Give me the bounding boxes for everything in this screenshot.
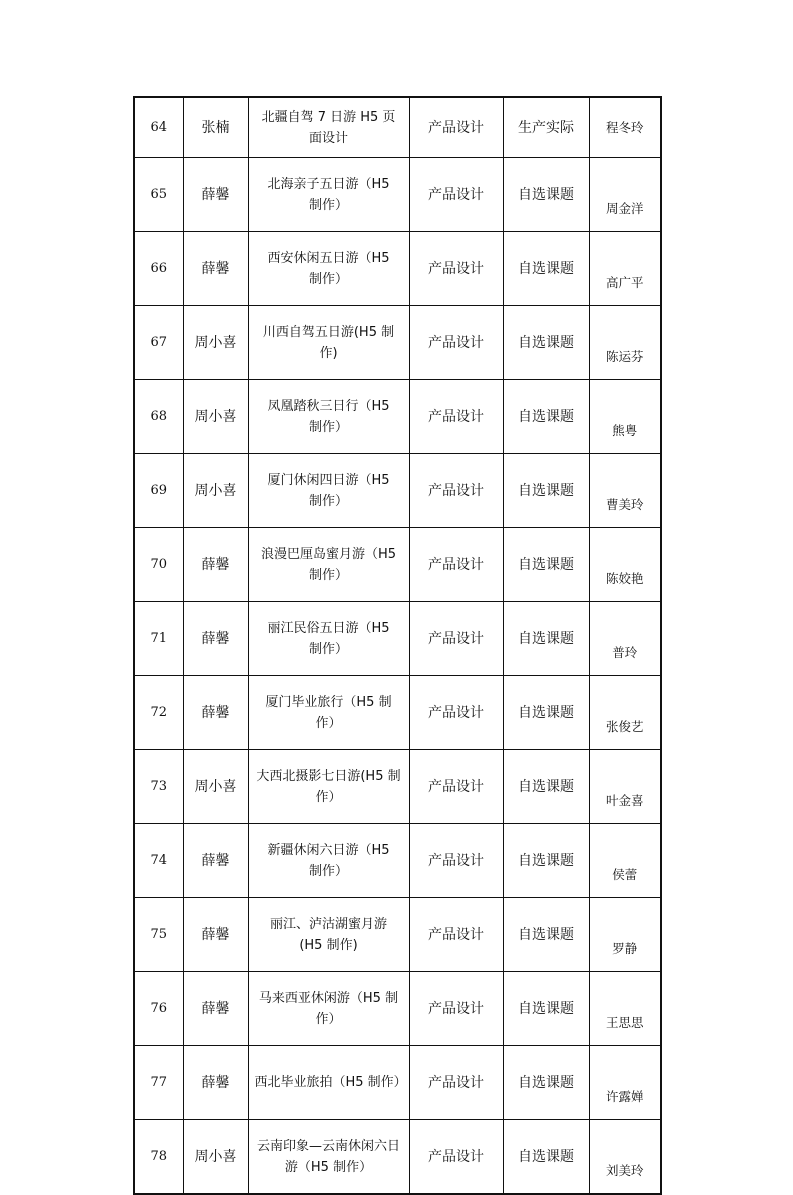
table-row <box>134 824 661 898</box>
advisor-cell: 薛馨 <box>183 676 248 750</box>
topic-type-cell: 产品设计 <box>409 1046 503 1120</box>
student-cell: 王思思 <box>589 972 661 1046</box>
topic-source-cell: 自选课题 <box>503 1120 589 1195</box>
topic-type-cell: 产品设计 <box>409 528 503 602</box>
topic-type-cell: 产品设计 <box>409 97 503 158</box>
row-number-cell: 72 <box>134 676 183 750</box>
topic-title-cell <box>248 602 409 676</box>
table-row <box>134 1120 661 1195</box>
advisor-cell: 张楠 <box>183 97 248 158</box>
topic-title-line-2: 作） <box>315 715 342 731</box>
student-cell: 陈姣艳 <box>589 528 661 602</box>
topic-type-cell: 产品设计 <box>409 898 503 972</box>
student-cell: 叶金喜 <box>589 750 661 824</box>
row-number-cell: 68 <box>134 380 183 454</box>
row-number-cell: 73 <box>134 750 183 824</box>
table-row <box>134 750 661 824</box>
row-number-cell: 77 <box>134 1046 183 1120</box>
row-number-cell: 74 <box>134 824 183 898</box>
row-number-cell: 69 <box>134 454 183 528</box>
advisor-cell: 薛馨 <box>183 232 248 306</box>
student-cell: 周金洋 <box>589 158 661 232</box>
advisor-cell: 周小喜 <box>183 306 248 380</box>
topic-title-line-2: 作) <box>319 345 338 361</box>
topic-title-line-1: 云南印象—云南休闲六日 <box>256 1138 400 1154</box>
table-row <box>134 454 661 528</box>
topic-title-cell <box>248 97 409 158</box>
row-number-cell: 78 <box>134 1120 183 1195</box>
table-row <box>134 528 661 602</box>
topic-title-cell <box>248 1120 409 1195</box>
topic-title-line-2: 制作） <box>308 419 348 435</box>
topic-title-line-2: 制作） <box>308 493 348 509</box>
table-row <box>134 97 661 158</box>
student-cell: 程冬玲 <box>589 97 661 158</box>
topic-title-line-1: 新疆休闲六日游（H5 <box>267 842 390 858</box>
topic-source-cell: 自选课题 <box>503 380 589 454</box>
student-cell: 普玲 <box>589 602 661 676</box>
table-body <box>134 97 661 1194</box>
topic-title-line-2: 制作） <box>308 863 348 879</box>
topic-type-cell: 产品设计 <box>409 824 503 898</box>
topic-title-cell <box>248 306 409 380</box>
topic-source-cell: 自选课题 <box>503 676 589 750</box>
topic-title-cell <box>248 158 409 232</box>
topic-title-line-1: 浪漫巴厘岛蜜月游（H5 <box>260 546 397 562</box>
topic-title-line-2: 制作） <box>308 567 348 583</box>
topic-title-line-1: 厦门休闲四日游（H5 <box>267 472 390 488</box>
topic-type-cell: 产品设计 <box>409 306 503 380</box>
topic-title-line-2: 制作） <box>308 271 348 287</box>
student-cell: 许露婵 <box>589 1046 661 1120</box>
table-row <box>134 602 661 676</box>
topic-type-cell: 产品设计 <box>409 676 503 750</box>
topic-type-cell: 产品设计 <box>409 232 503 306</box>
row-number-cell: 67 <box>134 306 183 380</box>
advisor-cell: 薛馨 <box>183 528 248 602</box>
row-number-cell: 65 <box>134 158 183 232</box>
topic-source-cell: 生产实际 <box>503 97 589 158</box>
advisor-cell: 周小喜 <box>183 380 248 454</box>
advisor-cell: 周小喜 <box>183 1120 248 1195</box>
student-cell: 曹美玲 <box>589 454 661 528</box>
advisor-cell: 周小喜 <box>183 750 248 824</box>
table-row <box>134 306 661 380</box>
topic-title-line-2: 制作） <box>308 641 348 657</box>
student-cell: 熊粤 <box>589 380 661 454</box>
topic-title-cell <box>248 676 409 750</box>
row-number-cell: 64 <box>134 97 183 158</box>
topic-title-line-1: 大西北摄影七日游(H5 制 <box>256 768 401 784</box>
table-row <box>134 232 661 306</box>
advisor-cell: 薛馨 <box>183 158 248 232</box>
topic-title-line-1: 厦门毕业旅行（H5 制 <box>265 694 392 710</box>
topic-title-line-1: 凤凰踏秋三日行（H5 <box>267 398 390 414</box>
table-row <box>134 676 661 750</box>
topic-source-cell: 自选课题 <box>503 306 589 380</box>
advisor-cell: 薛馨 <box>183 898 248 972</box>
advisor-cell: 薛馨 <box>183 972 248 1046</box>
topic-source-cell: 自选课题 <box>503 602 589 676</box>
topic-source-cell: 自选课题 <box>503 898 589 972</box>
topic-source-cell: 自选课题 <box>503 824 589 898</box>
row-number-cell: 75 <box>134 898 183 972</box>
topic-title-line-1: 丽江民俗五日游（H5 <box>267 620 390 636</box>
topic-title-line-1: 西安休闲五日游（H5 <box>267 250 390 266</box>
topic-title-cell <box>248 528 409 602</box>
row-number-cell: 66 <box>134 232 183 306</box>
topic-title-cell <box>248 972 409 1046</box>
advisor-cell: 薛馨 <box>183 824 248 898</box>
student-cell: 陈运芬 <box>589 306 661 380</box>
table-row <box>134 158 661 232</box>
topic-title-cell <box>248 454 409 528</box>
advisor-cell: 周小喜 <box>183 454 248 528</box>
topic-title-line-2: 制作） <box>308 197 348 213</box>
row-number-cell: 70 <box>134 528 183 602</box>
topic-title-line-1: 川西自驾五日游(H5 制 <box>262 324 395 340</box>
topic-title-cell <box>248 824 409 898</box>
table-row <box>134 972 661 1046</box>
topic-title-cell <box>248 898 409 972</box>
topic-source-cell: 自选课题 <box>503 750 589 824</box>
topic-type-cell: 产品设计 <box>409 380 503 454</box>
thesis-topic-table <box>133 96 662 1195</box>
student-cell: 侯蕾 <box>589 824 661 898</box>
topic-title-line-1: 马来西亚休闲游（H5 制 <box>258 990 399 1006</box>
topic-title-line-1: 北疆自驾 7 日游 H5 页 <box>261 109 396 125</box>
topic-type-cell: 产品设计 <box>409 454 503 528</box>
student-cell: 刘美玲 <box>589 1120 661 1195</box>
topic-type-cell: 产品设计 <box>409 750 503 824</box>
advisor-cell: 薛馨 <box>183 1046 248 1120</box>
topic-type-cell: 产品设计 <box>409 1120 503 1195</box>
topic-type-cell: 产品设计 <box>409 158 503 232</box>
topic-title-cell <box>248 1046 409 1120</box>
topic-title-cell <box>248 232 409 306</box>
topic-source-cell: 自选课题 <box>503 158 589 232</box>
topic-source-cell: 自选课题 <box>503 454 589 528</box>
row-number-cell: 76 <box>134 972 183 1046</box>
topic-title-line-2: 游（H5 制作） <box>284 1159 373 1175</box>
topic-type-cell: 产品设计 <box>409 972 503 1046</box>
table-row <box>134 380 661 454</box>
topic-type-cell: 产品设计 <box>409 602 503 676</box>
topic-source-cell: 自选课题 <box>503 232 589 306</box>
table-row <box>134 1046 661 1120</box>
topic-source-cell: 自选课题 <box>503 1046 589 1120</box>
topic-source-cell: 自选课题 <box>503 972 589 1046</box>
topic-title-cell <box>248 750 409 824</box>
topic-title-line-1: 丽江、泸沽湖蜜月游 <box>269 916 387 932</box>
topic-title-line-1: 北海亲子五日游（H5 <box>267 176 390 192</box>
topic-title-cell <box>248 380 409 454</box>
topic-title-line-1: 西北毕业旅拍（H5 制作） <box>254 1075 407 1090</box>
student-cell: 罗静 <box>589 898 661 972</box>
row-number-cell: 71 <box>134 602 183 676</box>
topic-title-line-2: 作） <box>315 789 342 805</box>
student-cell: 张俊艺 <box>589 676 661 750</box>
table-row <box>134 898 661 972</box>
topic-title-line-2: 面设计 <box>308 130 348 146</box>
topic-title-line-2: 作） <box>315 1011 342 1027</box>
topic-title-line-2: (H5 制作) <box>299 937 358 953</box>
topic-source-cell: 自选课题 <box>503 528 589 602</box>
advisor-cell: 薛馨 <box>183 602 248 676</box>
student-cell: 高广平 <box>589 232 661 306</box>
